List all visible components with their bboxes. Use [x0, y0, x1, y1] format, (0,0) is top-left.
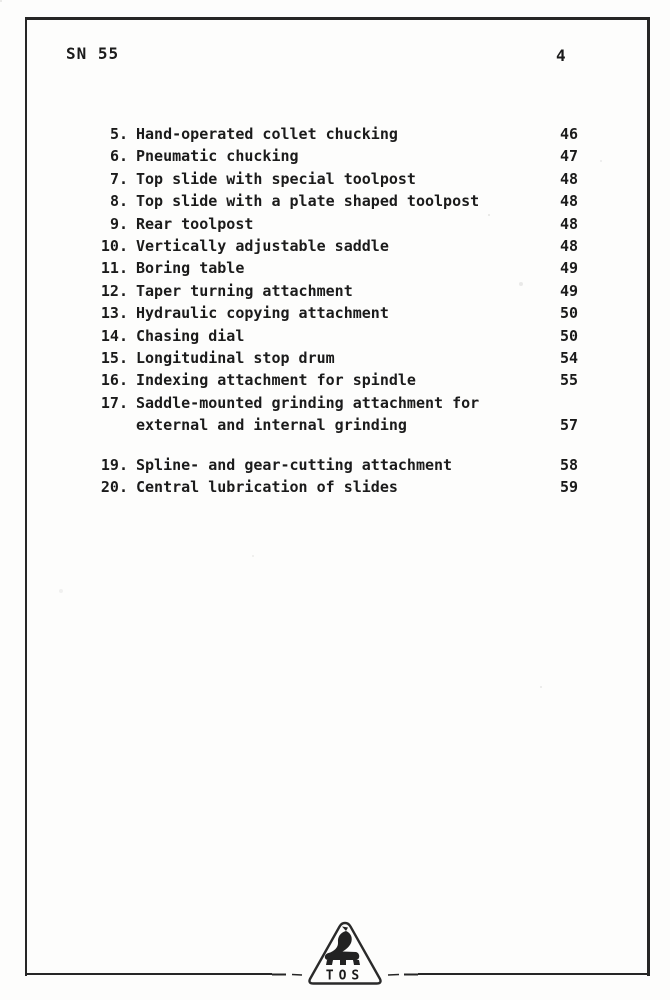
- toc-item-number: 11.: [100, 259, 128, 278]
- toc-row: [98, 476, 578, 498]
- toc-item-page: 59: [559, 478, 578, 497]
- toc-row: [98, 145, 578, 167]
- toc-row: [98, 190, 578, 212]
- toc-item-label-continuation: external and internal grinding: [136, 416, 407, 435]
- toc-item-label: Top slide with a plate shaped toolpost: [136, 192, 480, 211]
- toc-item-number: 16.: [100, 371, 128, 390]
- toc-item-page: 47: [559, 147, 578, 166]
- toc-item-number: 10.: [100, 237, 128, 256]
- toc-item-number: 20.: [100, 478, 128, 497]
- toc-row: [98, 235, 578, 257]
- toc-item-label: Longitudinal stop drum: [136, 349, 335, 368]
- toc-item-label: Chasing dial: [136, 326, 245, 345]
- toc-row: [98, 325, 578, 347]
- toc-item-page: 58: [559, 455, 578, 474]
- toc-item-number: 17.: [100, 393, 128, 412]
- page-number: 4: [556, 46, 566, 65]
- toc-row: [98, 168, 578, 190]
- toc-item-page: 48: [559, 237, 578, 256]
- toc-row: [98, 302, 578, 324]
- toc-item-label: Taper turning attachment: [136, 281, 353, 300]
- toc-item-page: 50: [559, 304, 578, 323]
- toc-item-number: 12.: [100, 281, 128, 300]
- toc-row: [98, 280, 578, 302]
- toc-item-label: Hand-operated collet chucking: [136, 125, 398, 143]
- toc-item-number: 13.: [100, 304, 128, 323]
- toc-item-number: 5.: [109, 125, 128, 143]
- toc-item-label: Boring table: [136, 259, 245, 278]
- toc-item-label: Spline- and gear-cutting attachment: [136, 455, 453, 474]
- toc-row: [98, 454, 578, 476]
- toc-item-page: 48: [559, 169, 578, 188]
- toc-item-number: 15.: [100, 349, 128, 368]
- toc-item-page: 49: [559, 259, 578, 278]
- toc-item-number: 14.: [100, 326, 128, 345]
- toc-item-page: 54: [559, 349, 578, 368]
- toc-row-continuation: [98, 414, 578, 436]
- tos-logo: [272, 918, 418, 994]
- toc-item-number: 6.: [109, 147, 128, 166]
- toc-item-page: 50: [559, 326, 578, 345]
- toc-item-label: Top slide with special toolpost: [136, 169, 416, 188]
- toc-item-label: Indexing attachment for spindle: [136, 371, 416, 390]
- toc-item-label: Central lubrication of slides: [136, 478, 398, 497]
- toc-item-page: 48: [559, 214, 578, 233]
- toc-item-page: 46: [559, 125, 578, 143]
- toc-row: [98, 392, 578, 414]
- tos-triangle-logo-icon: [272, 918, 418, 994]
- toc-item-page: 55: [559, 371, 578, 390]
- toc-item-page: 49: [559, 281, 578, 300]
- toc-item-page: 48: [559, 192, 578, 211]
- toc-item-label: Rear toolpost: [136, 214, 254, 233]
- toc-item-number: 7.: [109, 169, 128, 188]
- scan-noise-speckles: [0, 0, 2, 2]
- tos-logo-text: TOS: [325, 968, 365, 984]
- toc-item-label: Vertically adjustable saddle: [136, 237, 389, 256]
- toc-row: [98, 369, 578, 391]
- toc-item-label: Saddle-mounted grinding attachment for: [136, 393, 480, 412]
- toc-item-number: 19.: [100, 455, 128, 474]
- toc-row: [98, 213, 578, 235]
- toc-item-number: 9.: [109, 214, 128, 233]
- toc-item-number: 8.: [109, 192, 128, 211]
- toc-row: [98, 347, 578, 369]
- toc-row: [98, 123, 578, 145]
- document-code: SN 55: [66, 44, 120, 63]
- toc-row: [98, 257, 578, 279]
- toc-item-page: 57: [559, 416, 578, 435]
- table-of-contents: [98, 123, 578, 499]
- toc-item-label: Pneumatic chucking: [136, 147, 299, 166]
- toc-item-label: Hydraulic copying attachment: [136, 304, 389, 323]
